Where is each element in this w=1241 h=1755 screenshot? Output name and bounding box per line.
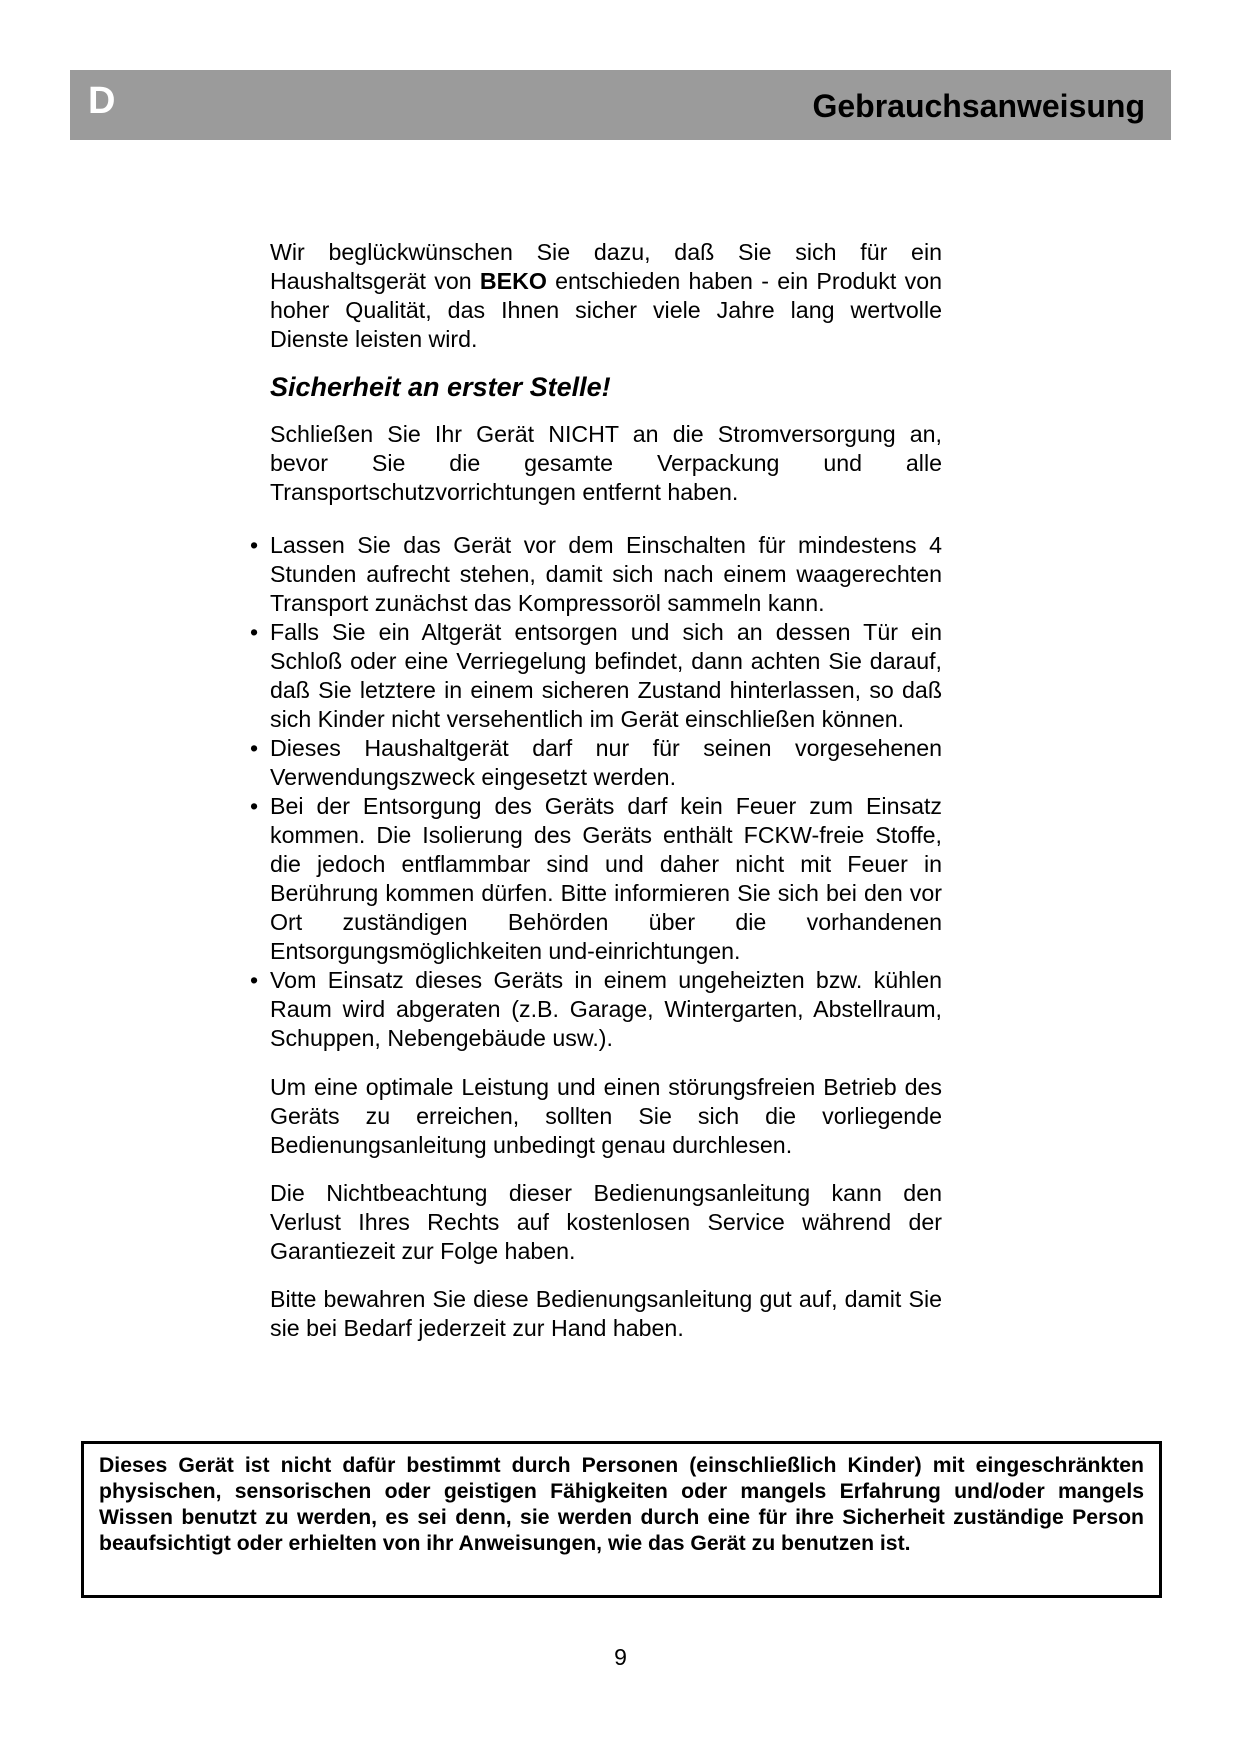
page-number: 9 xyxy=(614,1644,627,1670)
intro-text-after-brand: entschieden haben - ein Produkt von hoher Qualität, das Ihnen sicher viele Jahre lang wertvolle Dienste leisten wird. xyxy=(270,268,942,352)
document-title: Gebrauchsanweisung xyxy=(812,88,1145,124)
brand-name: BEKO xyxy=(479,268,547,294)
warranty-paragraph: Die Nichtbeachtung dieser Bedienungsanleitung kann den Verlust Ihres Rechts auf kostenlosen Service während der Garantiezeit zur Folge haben. xyxy=(270,1180,942,1264)
bullet-text: Falls Sie ein Altgerät entsorgen und sich an dessen Tür ein Schloß oder eine Verriegelung befindet, dann achten Sie darauf, daß Sie letztere in einem sicheren Zustand hinterlassen, so daß sich Kinder nicht versehentlich im Gerät einschließen können. xyxy=(270,619,942,732)
intro-text-before-brand: Wir beglückwünschen Sie dazu, daß Sie sich für ein Haushaltsgerät von xyxy=(270,239,942,294)
bullet-text: Bei der Entsorgung des Geräts darf kein Feuer zum Einsatz kommen. Die Isolierung des Geräts enthält FCKW-freie Stoffe, die jedoch entflammbar sind und daher nicht mit Feuer in Berührung kommen dürfen. Bitte informieren Sie sich bei den vor Ort zuständigen Behörden über die vorhandenen Entsorgungsmöglichkeiten und-einrichtungen. xyxy=(270,793,942,964)
intro-paragraph xyxy=(270,238,942,354)
bullet-icon: • xyxy=(250,619,259,645)
safety-bullet-item xyxy=(250,966,942,1053)
connect-notice: Schließen Sie Ihr Gerät NICHT an die Stromversorgung an, bevor Sie die gesamte Verpackung und alle Transportschutzvorrichtungen entfernt haben. xyxy=(270,421,942,505)
header-bar xyxy=(70,70,1171,140)
bullet-text: Vom Einsatz dieses Geräts in einem ungeheizten bzw. kühlen Raum wird abgeraten (z.B. Garage, Wintergarten, Abstellraum, Schuppen, Nebengebäude usw.). xyxy=(270,967,942,1051)
bullet-text: Lassen Sie das Gerät vor dem Einschalten für mindestens 4 Stunden aufrecht stehen, damit sich nach einem waagerechten Transport zunächst das Kompressoröl sammeln kann. xyxy=(270,532,942,616)
bullet-icon: • xyxy=(250,735,259,761)
safety-bullet-item xyxy=(250,531,942,618)
keep-manual-paragraph: Bitte bewahren Sie diese Bedienungsanleitung gut auf, damit Sie sie bei Bedarf jederzeit zur Hand haben. xyxy=(270,1286,942,1341)
safety-bullet-item xyxy=(250,618,942,734)
bullet-icon: • xyxy=(250,967,259,993)
safety-bullet-item xyxy=(250,734,942,792)
safety-heading: Sicherheit an erster Stelle! xyxy=(270,372,611,402)
warning-text: Dieses Gerät ist nicht dafür bestimmt durch Personen (einschließlich Kinder) mit eingeschränkten physischen, sensorischen oder geistigen Fähigkeiten oder mangels Erfahrung und/oder mangels Wissen benutzt zu werden, es sei denn, sie werden durch eine für ihre Sicherheit zuständige Person beaufsichtigt oder erhielten von ihr Anweisungen, wie das Gerät zu benutzen ist. xyxy=(99,1454,1144,1555)
bullet-text: Dieses Haushaltgerät darf nur für seinen vorgesehenen Verwendungszweck eingesetzt werden. xyxy=(270,735,942,790)
performance-paragraph: Um eine optimale Leistung und einen störungsfreien Betrieb des Geräts zu erreichen, sollten Sie sich die vorliegende Bedienungsanleitung unbedingt genau durchlesen. xyxy=(270,1074,942,1158)
body-column xyxy=(250,238,942,1343)
bullet-icon: • xyxy=(250,793,259,819)
warning-box xyxy=(81,1441,1162,1598)
language-code: D xyxy=(88,80,116,122)
bullet-icon: • xyxy=(250,532,259,558)
safety-bullet-list xyxy=(250,531,942,1053)
safety-bullet-item xyxy=(250,792,942,966)
